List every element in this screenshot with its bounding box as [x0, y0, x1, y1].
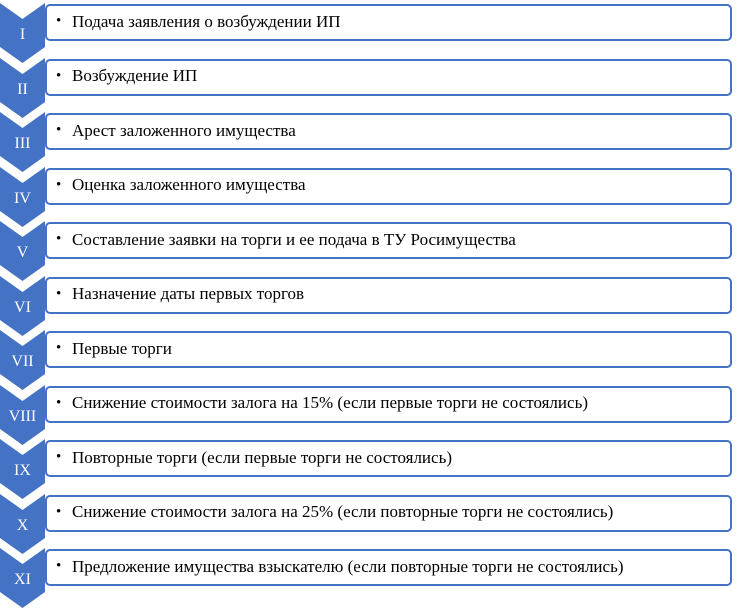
step-6 — [0, 276, 737, 336]
step-box — [45, 495, 732, 532]
step-box — [45, 331, 732, 368]
step-text: Назначение даты первых торгов — [72, 284, 305, 303]
step-4 — [0, 167, 737, 227]
step-box — [45, 386, 732, 423]
step-numeral: V — [16, 244, 29, 261]
step-1 — [0, 3, 737, 63]
step-text: Возбуждение ИП — [72, 66, 198, 85]
step-box — [45, 59, 732, 96]
step-text: Снижение стоимости залога на 25% (если повторные торги не состоялись) — [72, 502, 614, 521]
bullet: • — [56, 13, 62, 29]
step-box — [45, 222, 732, 259]
step-numeral: VIII — [8, 407, 37, 425]
step-7 — [0, 330, 737, 390]
step-numeral: III — [14, 135, 31, 152]
bullet: • — [56, 176, 62, 193]
bullet: • — [56, 394, 62, 411]
step-5 — [0, 221, 737, 281]
bullet: • — [56, 503, 62, 520]
bullet: • — [56, 122, 62, 138]
step-numeral: IV — [14, 189, 31, 207]
step-numeral: VII — [11, 353, 34, 370]
step-box — [45, 440, 732, 477]
step-11 — [0, 548, 737, 608]
step-9 — [0, 439, 737, 499]
step-text: Предложение имущества взыскателю (если повторные торги не состоялись) — [72, 556, 624, 576]
step-numeral: I — [19, 26, 26, 43]
step-box — [45, 549, 732, 586]
step-text: Арест заложенного имущества — [72, 120, 296, 140]
step-2 — [0, 58, 737, 118]
step-numeral: XI — [14, 571, 31, 588]
step-numeral: IX — [14, 462, 31, 479]
step-text: Составление заявки на торги и ее подача в ТУ Росимущества — [72, 229, 516, 249]
bullet: • — [56, 231, 62, 247]
step-numeral: X — [16, 516, 29, 534]
step-box — [45, 113, 732, 150]
step-box — [45, 4, 732, 41]
step-text: Подача заявления о возбуждении ИП — [72, 11, 341, 31]
step-numeral: VI — [14, 298, 31, 316]
step-numeral: II — [17, 80, 28, 98]
step-box — [45, 168, 732, 205]
step-text: Повторные торги (если первые торги не состоялись) — [72, 447, 452, 467]
bullet: • — [56, 449, 62, 465]
bullet: • — [56, 558, 62, 574]
step-10 — [0, 494, 737, 554]
bullet: • — [56, 67, 62, 84]
bullet: • — [56, 285, 62, 302]
step-text: Первые торги — [72, 338, 172, 358]
step-text: Снижение стоимости залога на 15% (если первые торги не состоялись) — [72, 393, 588, 412]
bullet: • — [56, 340, 62, 356]
step-3 — [0, 112, 737, 172]
step-8 — [0, 385, 737, 445]
step-box — [45, 277, 732, 314]
step-text: Оценка заложенного имущества — [72, 175, 306, 194]
